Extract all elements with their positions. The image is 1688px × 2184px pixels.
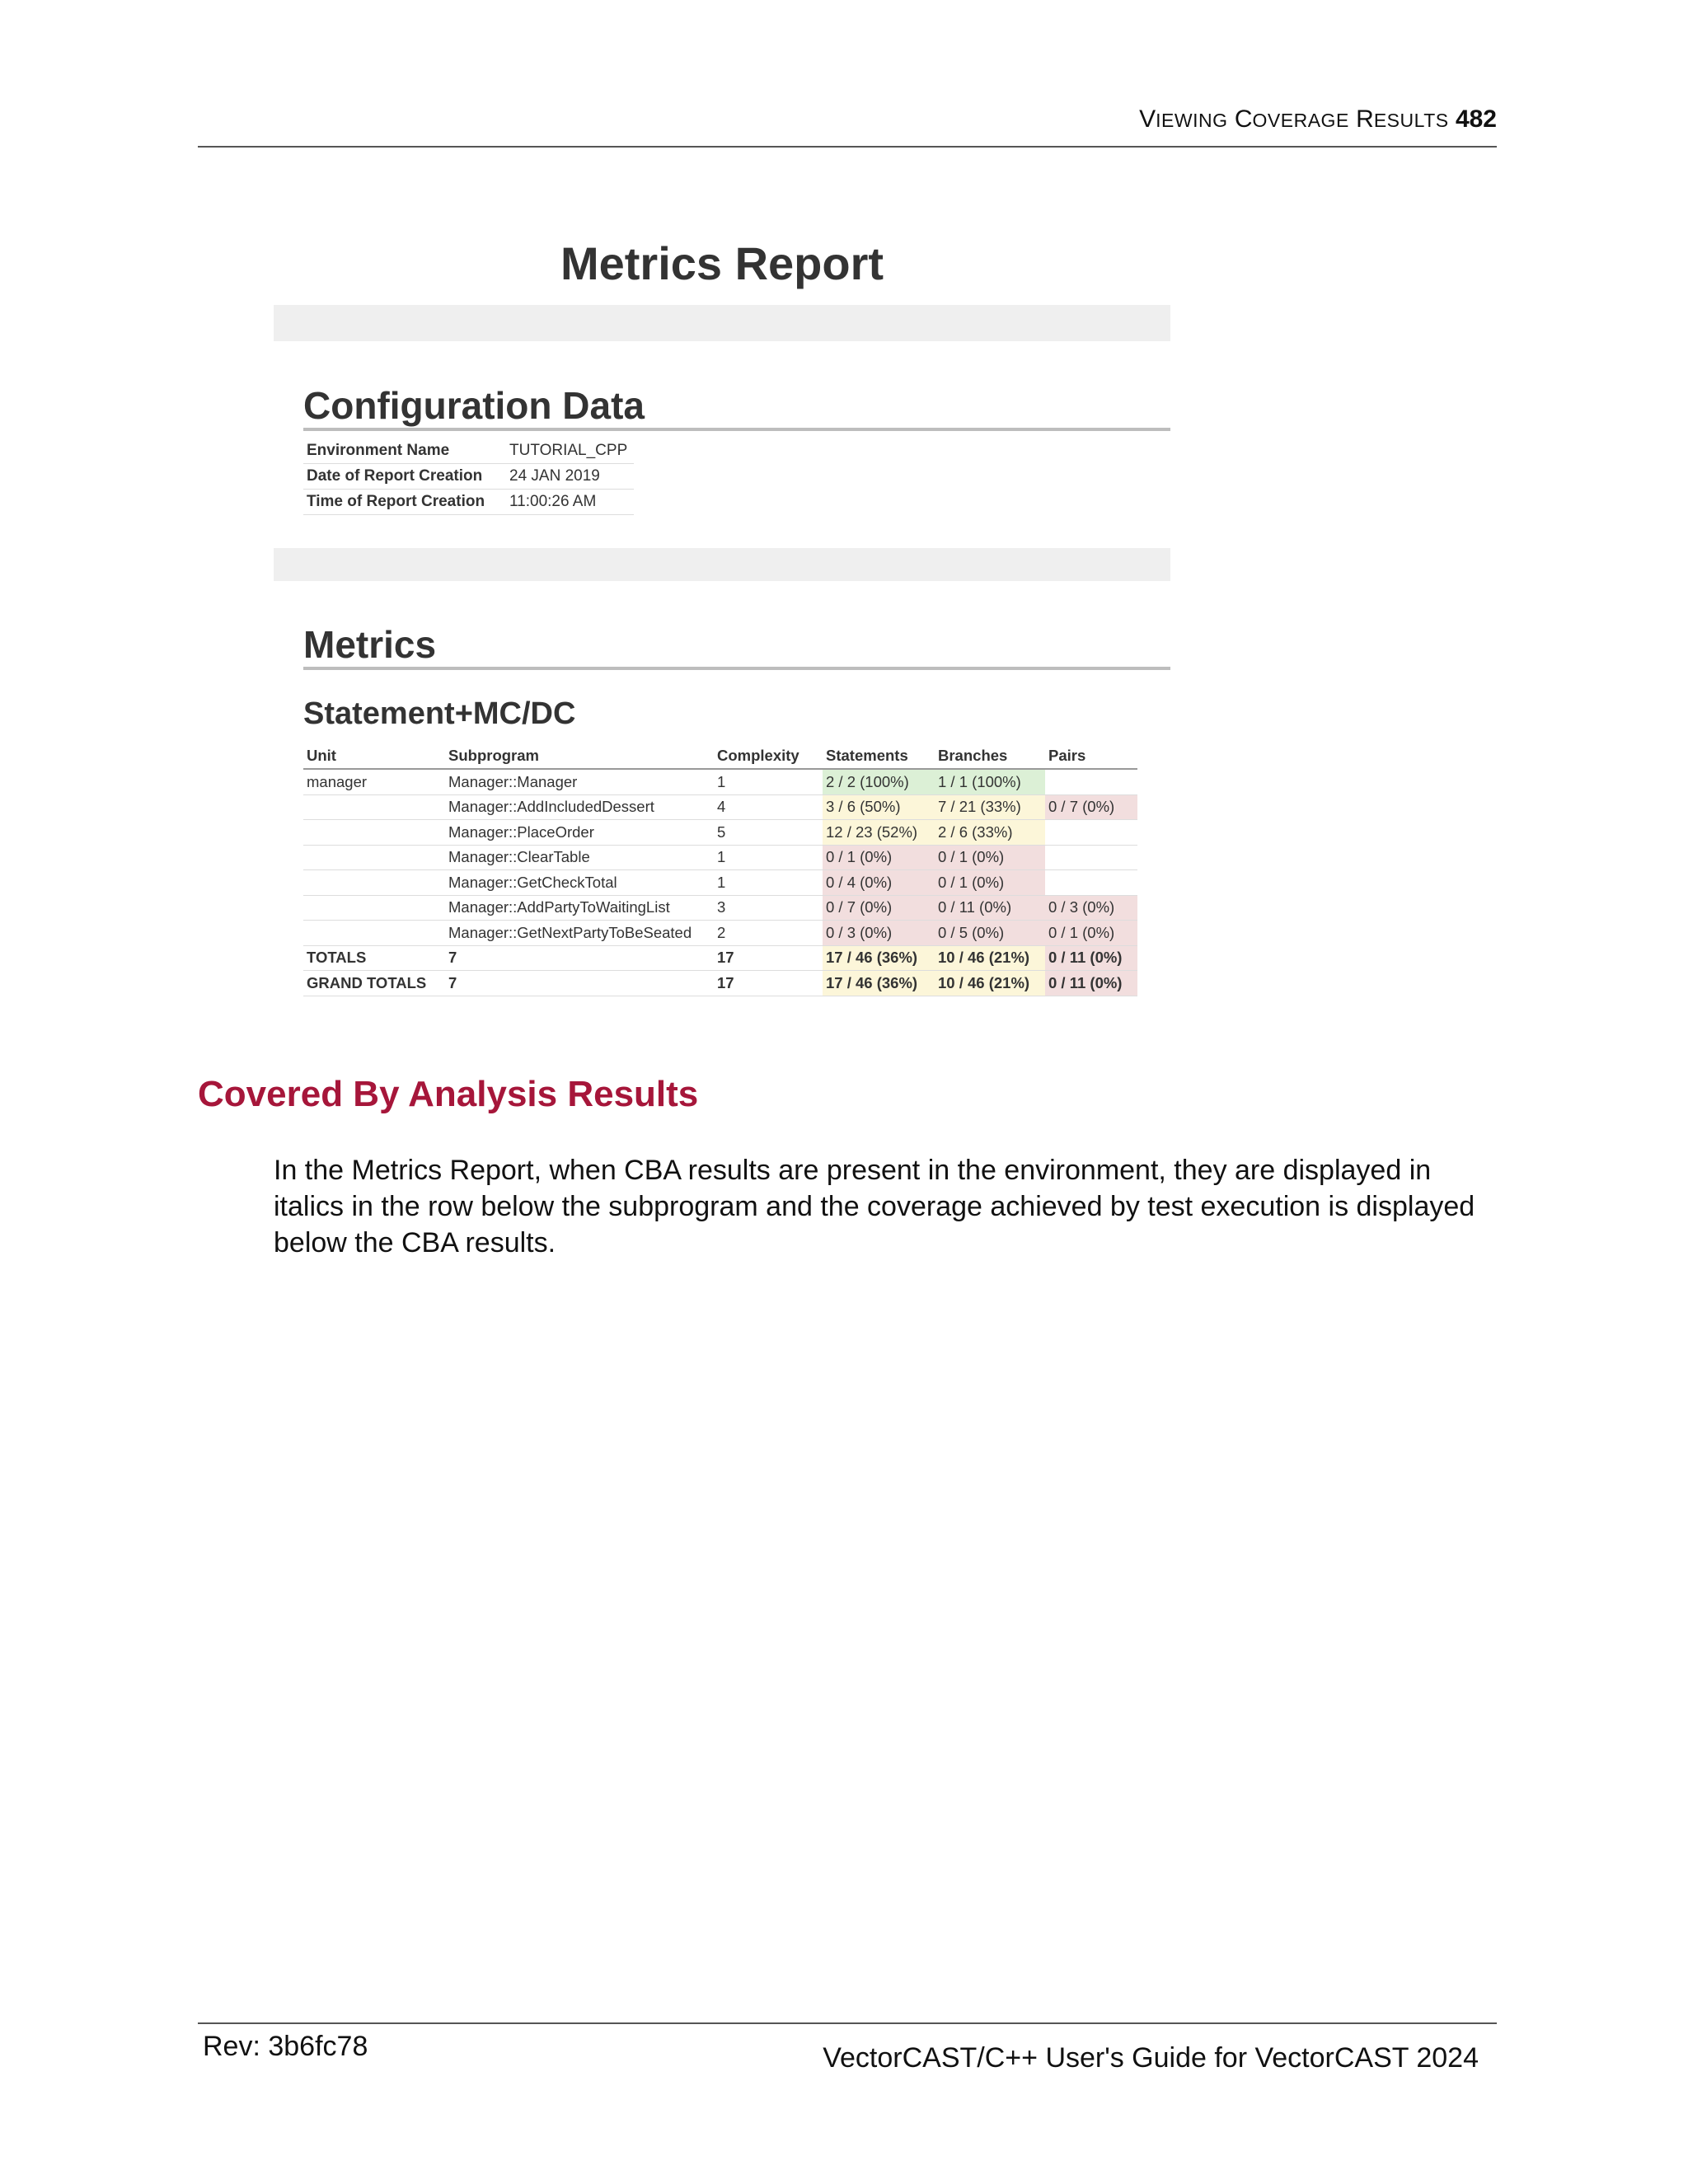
config-value: TUTORIAL_CPP — [506, 438, 634, 464]
metrics-divider — [303, 667, 1170, 670]
complexity-cell: 3 — [714, 895, 823, 921]
header-divider — [198, 146, 1497, 148]
unit-cell — [303, 921, 445, 946]
subprogram-cell: Manager::ClearTable — [445, 845, 714, 870]
complexity-cell: 5 — [714, 820, 823, 846]
metrics-heading: Metrics — [303, 623, 437, 666]
pairs-cell: 0 / 11 (0%) — [1045, 971, 1137, 996]
pairs-cell — [1045, 870, 1137, 896]
pairs-cell: 0 / 1 (0%) — [1045, 921, 1137, 946]
metrics-report-screenshot — [274, 214, 1170, 991]
config-label: Time of Report Creation — [303, 490, 506, 515]
branches-cell: 1 / 1 (100%) — [935, 769, 1045, 794]
body-paragraph: In the Metrics Report, when CBA results are present in the environment, they are displayed in italics in the row below the subprogram and the coverage achieved by test execution is displayed below the CBA results. — [274, 1155, 1475, 1258]
statements-cell: 2 / 2 (100%) — [823, 769, 935, 794]
unit-cell: GRAND TOTALS — [303, 971, 445, 996]
table-row — [303, 464, 634, 490]
configuration-table — [303, 438, 634, 515]
subprogram-cell: 7 — [445, 945, 714, 971]
complexity-cell: 4 — [714, 794, 823, 820]
footer-guide-title: VectorCAST/C++ User's Guide for VectorCAST 2024 — [823, 2042, 1479, 2074]
config-value: 11:00:26 AM — [506, 490, 634, 515]
statements-cell: 12 / 23 (52%) — [823, 820, 935, 846]
metrics-table — [303, 743, 1137, 996]
complexity-cell: 1 — [714, 845, 823, 870]
subprogram-cell: Manager::GetCheckTotal — [445, 870, 714, 896]
table-row — [303, 438, 634, 464]
branches-cell: 0 / 5 (0%) — [935, 921, 1045, 946]
table-row — [303, 870, 1137, 896]
pairs-cell — [1045, 820, 1137, 846]
subprogram-cell: Manager::PlaceOrder — [445, 820, 714, 846]
pairs-cell — [1045, 769, 1137, 794]
unit-cell — [303, 845, 445, 870]
complexity-cell: 2 — [714, 921, 823, 946]
grand-totals-row — [303, 971, 1137, 996]
unit-cell — [303, 870, 445, 896]
pairs-cell — [1045, 845, 1137, 870]
pairs-cell: 0 / 3 (0%) — [1045, 895, 1137, 921]
table-header-row — [303, 743, 1137, 769]
table-row — [303, 490, 634, 515]
statements-cell: 17 / 46 (36%) — [823, 945, 935, 971]
config-value: 24 JAN 2019 — [506, 464, 634, 490]
statements-cell: 0 / 4 (0%) — [823, 870, 935, 896]
configuration-divider — [303, 428, 1170, 431]
table-row — [303, 820, 1137, 846]
subprogram-cell: Manager::GetNextPartyToBeSeated — [445, 921, 714, 946]
unit-cell — [303, 794, 445, 820]
report-band — [274, 305, 1170, 341]
column-header-complexity: Complexity — [714, 743, 823, 769]
table-row — [303, 921, 1137, 946]
running-header — [198, 105, 1497, 134]
pairs-cell: 0 / 11 (0%) — [1045, 945, 1137, 971]
statements-cell: 3 / 6 (50%) — [823, 794, 935, 820]
branches-cell: 0 / 1 (0%) — [935, 870, 1045, 896]
statements-cell: 0 / 7 (0%) — [823, 895, 935, 921]
config-label: Environment Name — [303, 438, 506, 464]
table-row — [303, 769, 1137, 794]
table-row — [303, 895, 1137, 921]
branches-cell: 0 / 1 (0%) — [935, 845, 1045, 870]
subprogram-cell: Manager::AddPartyToWaitingList — [445, 895, 714, 921]
column-header-unit: Unit — [303, 743, 445, 769]
branches-cell: 10 / 46 (21%) — [935, 945, 1045, 971]
subprogram-cell: Manager::AddIncludedDessert — [445, 794, 714, 820]
column-header-statements: Statements — [823, 743, 935, 769]
header-section-title: VIEWING COVERAGE RESULTS — [1139, 105, 1449, 133]
report-band — [274, 548, 1170, 581]
complexity-cell: 17 — [714, 945, 823, 971]
column-header-pairs: Pairs — [1045, 743, 1137, 769]
branches-cell: 10 / 46 (21%) — [935, 971, 1045, 996]
complexity-cell: 1 — [714, 870, 823, 896]
column-header-branches: Branches — [935, 743, 1045, 769]
pairs-cell: 0 / 7 (0%) — [1045, 794, 1137, 820]
unit-cell: manager — [303, 769, 445, 794]
column-header-subprogram: Subprogram — [445, 743, 714, 769]
branches-cell: 2 / 6 (33%) — [935, 820, 1045, 846]
subprogram-cell: Manager::Manager — [445, 769, 714, 794]
section-heading: Covered By Analysis Results — [198, 1074, 699, 1114]
complexity-cell: 17 — [714, 971, 823, 996]
statements-cell: 0 / 1 (0%) — [823, 845, 935, 870]
table-row — [303, 794, 1137, 820]
branches-cell: 0 / 11 (0%) — [935, 895, 1045, 921]
statements-cell: 0 / 3 (0%) — [823, 921, 935, 946]
table-row — [303, 845, 1137, 870]
subprogram-cell: 7 — [445, 971, 714, 996]
complexity-cell: 1 — [714, 769, 823, 794]
page-number: 482 — [1455, 105, 1497, 133]
statement-mcdc-heading: Statement+MC/DC — [303, 696, 576, 731]
footer-divider — [198, 2022, 1497, 2024]
configuration-heading: Configuration Data — [303, 384, 645, 427]
config-label: Date of Report Creation — [303, 464, 506, 490]
unit-cell — [303, 820, 445, 846]
footer-revision: Rev: 3b6fc78 — [203, 2031, 368, 2062]
unit-cell — [303, 895, 445, 921]
statements-cell: 17 / 46 (36%) — [823, 971, 935, 996]
totals-row — [303, 945, 1137, 971]
branches-cell: 7 / 21 (33%) — [935, 794, 1045, 820]
report-title: Metrics Report — [560, 237, 884, 289]
unit-cell: TOTALS — [303, 945, 445, 971]
